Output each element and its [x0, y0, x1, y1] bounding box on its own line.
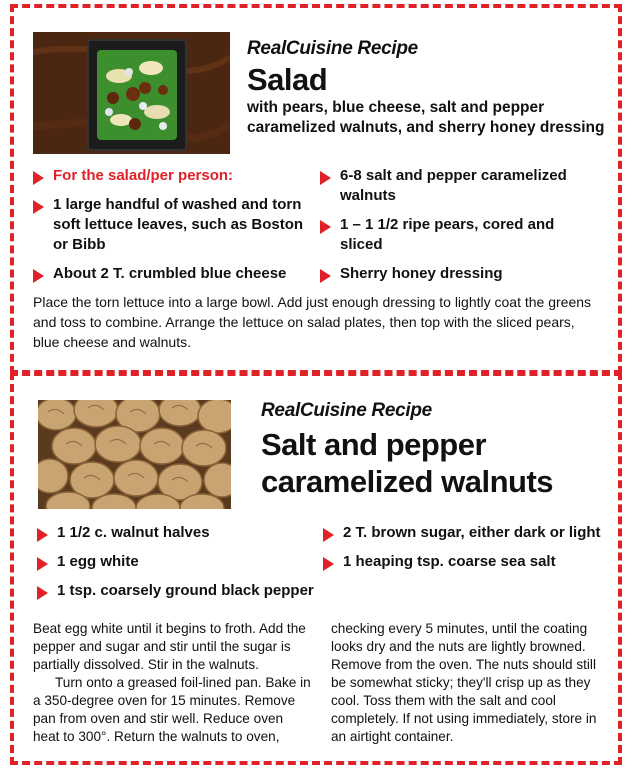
salad-plate-image: [33, 32, 230, 154]
bullet-triangle-icon: [37, 586, 48, 600]
recipe-title-line-2: caramelized walnuts: [261, 464, 554, 499]
directions-paragraph: Turn onto a greased foil-lined pan. Bake in a 350-degree oven for 15 minutes. Remove pan from oven and stir well. Reduce oven heat to 300°. Return the walnuts to oven,: [33, 675, 311, 744]
ingredient-item: 1 egg white: [37, 552, 317, 572]
bullet-triangle-icon: [320, 220, 331, 234]
directions-column-right: [331, 620, 611, 746]
ingredient-item: 1 tsp. coarsely ground black pepper: [37, 581, 317, 601]
ingredient-item: Sherry honey dressing: [320, 264, 600, 284]
bullet-triangle-icon: [320, 269, 331, 283]
recipe-subtitle: with pears, blue cheese, salt and pepper caramelized walnuts, and sherry honey dressing: [247, 99, 605, 136]
ingredient-item: 1 – 1 1/2 ripe pears, cored and sliced: [320, 215, 600, 255]
bullet-triangle-icon: [33, 171, 44, 185]
bullet-triangle-icon: [33, 269, 44, 283]
ingredient-item: [33, 166, 315, 186]
ingredient-item: 6-8 salt and pepper caramelized walnuts: [320, 166, 600, 206]
brand-label: RealCuisine Recipe: [261, 400, 432, 421]
walnuts-photo: [38, 400, 231, 509]
salad-photo: [33, 32, 230, 154]
ingredient-item: 1 large handful of washed and torn soft lettuce leaves, such as Boston or Bibb: [33, 195, 315, 255]
salad-ingredients-left: [33, 166, 315, 284]
directions-continuation: checking every 5 minutes, until the coating looks dry and the nuts are lightly browned. Remove from the oven. The nuts should still be somewhat sticky; they'll crisp up as they cool. Toss them with the salt and cool completely. If not using immediately, store in an airtight container.: [331, 621, 597, 744]
bullet-triangle-icon: [37, 528, 48, 542]
walnuts-image: [38, 400, 231, 509]
recipe-title-line-1: Salt and pepper: [261, 427, 487, 462]
salad-ingredients-right: [320, 166, 600, 284]
brand-label: RealCuisine Recipe: [247, 38, 418, 59]
ingredient-item: 2 T. brown sugar, either dark or light: [323, 523, 613, 543]
bullet-triangle-icon: [33, 200, 44, 214]
ingredient-heading: For the salad/per person:: [53, 167, 234, 184]
directions-paragraph: Beat egg white until it begins to froth. Add the pepper and sugar and stir until the sugar is partially dissolved. Stir in the walnuts.: [33, 621, 306, 672]
bullet-triangle-icon: [323, 528, 334, 542]
walnut-ingredients-right: [323, 523, 613, 572]
directions-column-left: [33, 620, 311, 746]
recipe-title: Salad: [247, 62, 328, 97]
walnut-ingredients-left: [37, 523, 317, 601]
bullet-triangle-icon: [320, 171, 331, 185]
salad-directions: Place the torn lettuce into a large bowl. Add just enough dressing to lightly coat the greens and toss to combine. Arrange the lettuce on salad plates, then top with the sliced pears, blue cheese and walnuts.: [33, 294, 592, 350]
bullet-triangle-icon: [37, 557, 48, 571]
bullet-triangle-icon: [323, 557, 334, 571]
recipe-title: [261, 426, 553, 500]
ingredient-item: 1 heaping tsp. coarse sea salt: [323, 552, 613, 572]
ingredient-item: 1 1/2 c. walnut halves: [37, 523, 317, 543]
ingredient-item: About 2 T. crumbled blue cheese: [33, 264, 315, 284]
